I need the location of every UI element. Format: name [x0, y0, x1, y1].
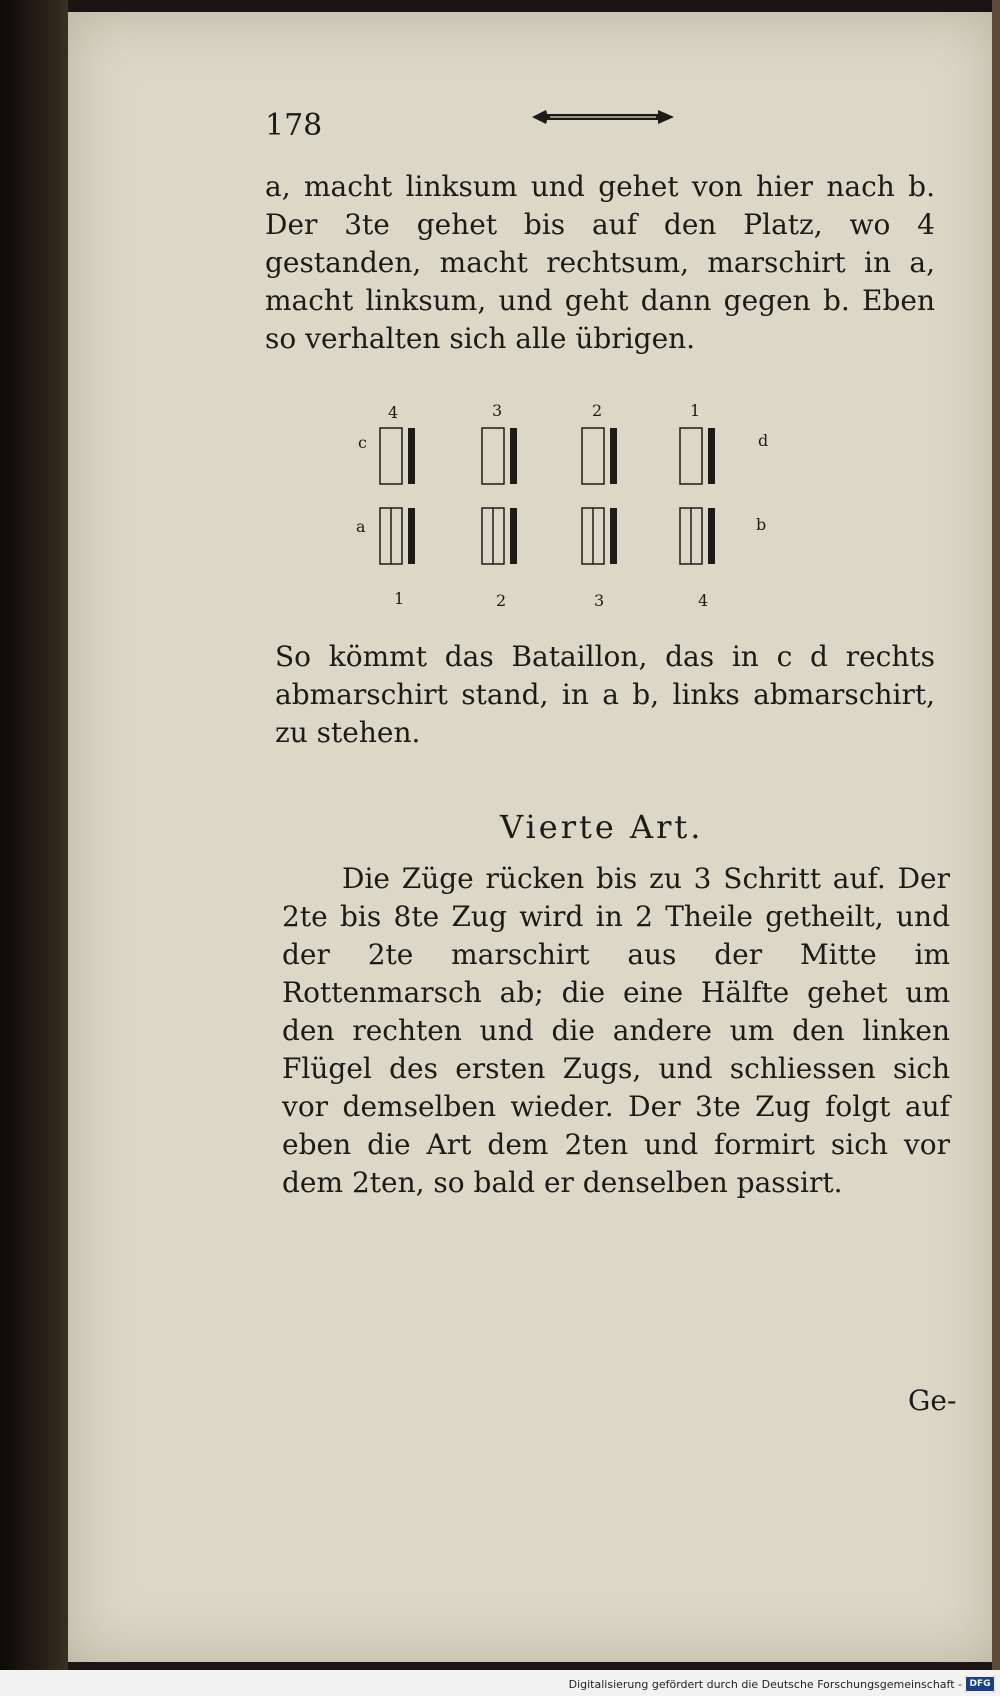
page-edge: [992, 0, 1000, 1696]
paragraph-2: So kömmt das Bataillon, das in c d rechts abmarschirt stand, in a b, links abmarschirt, zu stehen.: [275, 640, 935, 749]
page-number: 178: [265, 108, 323, 143]
bottom-number-2: 2: [496, 591, 507, 610]
bottom-row-bars: [408, 508, 715, 564]
top-row-units: [380, 428, 702, 484]
top-number-4: 4: [388, 403, 399, 422]
paragraph-1: a, macht linksum und gehet von hier nach b. Der 3te gehet bis auf den Platz, wo 4 gestanden, macht rechtsum, marschirt in a, macht linksum, und geht dann gegen b. Eben so verhalten sich alle übrigen.: [265, 170, 935, 355]
bottom-number-1: 1: [394, 589, 405, 608]
top-number-3: 3: [492, 401, 503, 420]
paragraph-3: Die Züge rücken bis zu 3 Schritt auf. Der 2te bis 8te Zug wird in 2 Theile getheilt, und der 2te marschirt aus der Mitte im Rottenmarsch ab; die eine Hälfte gehet um den rechten und die andere um den linken Flügel des ersten Zugs, und schliessen sich vor demselben wieder. Der 3te Zug folgt auf eben die Art dem 2ten und formirt sich vor dem 2ten, so bald er denselben passirt.: [282, 862, 950, 1199]
label-a: a: [356, 517, 366, 536]
label-b: b: [756, 515, 767, 534]
label-c: c: [358, 433, 367, 452]
label-d: d: [758, 431, 769, 450]
top-row-bars: [408, 428, 715, 484]
ornament-rule-icon: [528, 106, 678, 128]
bottom-number-3: 3: [594, 591, 605, 610]
formation-diagram: [356, 400, 820, 620]
dfg-logo-icon: DFG: [966, 1677, 994, 1691]
book-spine-shadow: [0, 0, 68, 1696]
bottom-row-units: [380, 508, 702, 564]
footer-credit: Digitalisierung gefördert durch die Deutsche Forschungsgemeinschaft -: [568, 1678, 962, 1691]
section-heading: Vierte Art.: [500, 808, 704, 846]
catchword: Ge-: [908, 1384, 957, 1417]
top-number-2: 2: [592, 401, 603, 420]
top-number-1: 1: [690, 401, 701, 420]
bottom-number-4: 4: [698, 591, 709, 610]
